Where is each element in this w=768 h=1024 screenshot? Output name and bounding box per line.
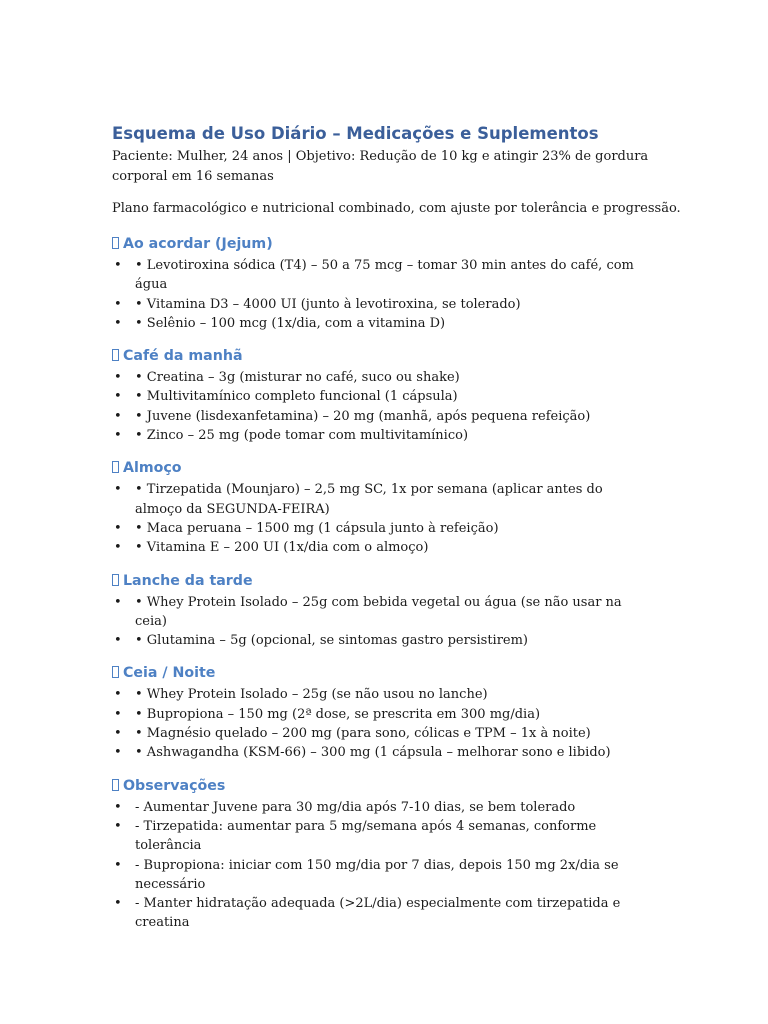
item-list — [112, 256, 652, 333]
document-page — [112, 122, 681, 945]
section-lanche-da-tarde — [112, 570, 652, 651]
section-heading: Café da manhã — [112, 345, 652, 367]
list-item: • • Tirzepatida (Mounjaro) – 2,5 mg SC, 1x por semana (aplicar antes do almoço da SEGUNDA-FEIRA) — [112, 480, 652, 519]
list-item: • • Vitamina E – 200 UI (1x/dia com o almoço) — [112, 538, 652, 557]
section-ceia-noite — [112, 662, 652, 762]
list-item: • • Magnésio quelado – 200 mg (para sono, cólicas e TPM – 1x à noite) — [112, 724, 652, 743]
missing-glyph-icon — [112, 666, 119, 678]
item-list — [112, 593, 652, 651]
list-item: • • Maca peruana – 1500 mg (1 cápsula junto à refeição) — [112, 519, 652, 538]
section-heading: Ceia / Noite — [112, 662, 652, 684]
list-item: • • Zinco – 25 mg (pode tomar com multivitamínico) — [112, 426, 652, 445]
list-item: • - Aumentar Juvene para 30 mg/dia após 7-10 dias, se bem tolerado — [112, 798, 652, 817]
section-heading: Ao acordar (Jejum) — [112, 233, 652, 255]
missing-glyph-icon — [112, 574, 119, 586]
list-item: • • Glutamina – 5g (opcional, se sintomas gastro persistirem) — [112, 631, 652, 650]
section-almoco — [112, 457, 652, 557]
list-item: • • Juvene (lisdexanfetamina) – 20 mg (manhã, após pequena refeição) — [112, 407, 652, 426]
list-item: • - Manter hidratação adequada (>2L/dia) especialmente com tirzepatida e creatina — [112, 894, 652, 933]
section-observacoes — [112, 775, 652, 933]
section-cafe-da-manha — [112, 345, 652, 445]
list-item: • • Creatina – 3g (misturar no café, suco ou shake) — [112, 368, 652, 387]
list-item: • • Multivitamínico completo funcional (1 cápsula) — [112, 387, 652, 406]
section-heading: Observações — [112, 775, 652, 797]
missing-glyph-icon — [112, 349, 119, 361]
missing-glyph-icon — [112, 461, 119, 473]
list-item: • • Bupropiona – 150 mg (2ª dose, se prescrita em 300 mg/dia) — [112, 705, 652, 724]
item-list — [112, 685, 652, 762]
list-item: • • Whey Protein Isolado – 25g (se não usou no lanche) — [112, 685, 652, 704]
list-item: • • Whey Protein Isolado – 25g com bebida vegetal ou água (se não usar na ceia) — [112, 593, 652, 632]
item-list — [112, 480, 652, 557]
plan-description: Plano farmacológico e nutricional combinado, com ajuste por tolerância e progressão. — [112, 201, 681, 216]
list-item: • - Tirzepatida: aumentar para 5 mg/semana após 4 semanas, conforme tolerância — [112, 817, 652, 856]
missing-glyph-icon — [112, 237, 119, 249]
item-list — [112, 368, 652, 445]
list-item: • • Levotiroxina sódica (T4) – 50 a 75 mcg – tomar 30 min antes do café, com água — [112, 256, 652, 295]
item-list — [112, 798, 652, 933]
section-heading: Lanche da tarde — [112, 570, 652, 592]
section-heading: Almoço — [112, 457, 652, 479]
list-item: • - Bupropiona: iniciar com 150 mg/dia por 7 dias, depois 150 mg 2x/dia se necessário — [112, 856, 652, 895]
document-title: Esquema de Uso Diário – Medicações e Suplementos — [112, 124, 599, 143]
patient-info: Paciente: Mulher, 24 anos | Objetivo: Redução de 10 kg e atingir 23% de gordura corporal em 16 semanas — [112, 149, 649, 184]
missing-glyph-icon — [112, 779, 119, 791]
list-item: • • Ashwagandha (KSM-66) – 300 mg (1 cápsula – melhorar sono e libido) — [112, 743, 652, 762]
list-item: • • Selênio – 100 mcg (1x/dia, com a vitamina D) — [112, 314, 652, 333]
section-ao-acordar — [112, 233, 652, 333]
list-item: • • Vitamina D3 – 4000 UI (junto à levotiroxina, se tolerado) — [112, 295, 652, 314]
